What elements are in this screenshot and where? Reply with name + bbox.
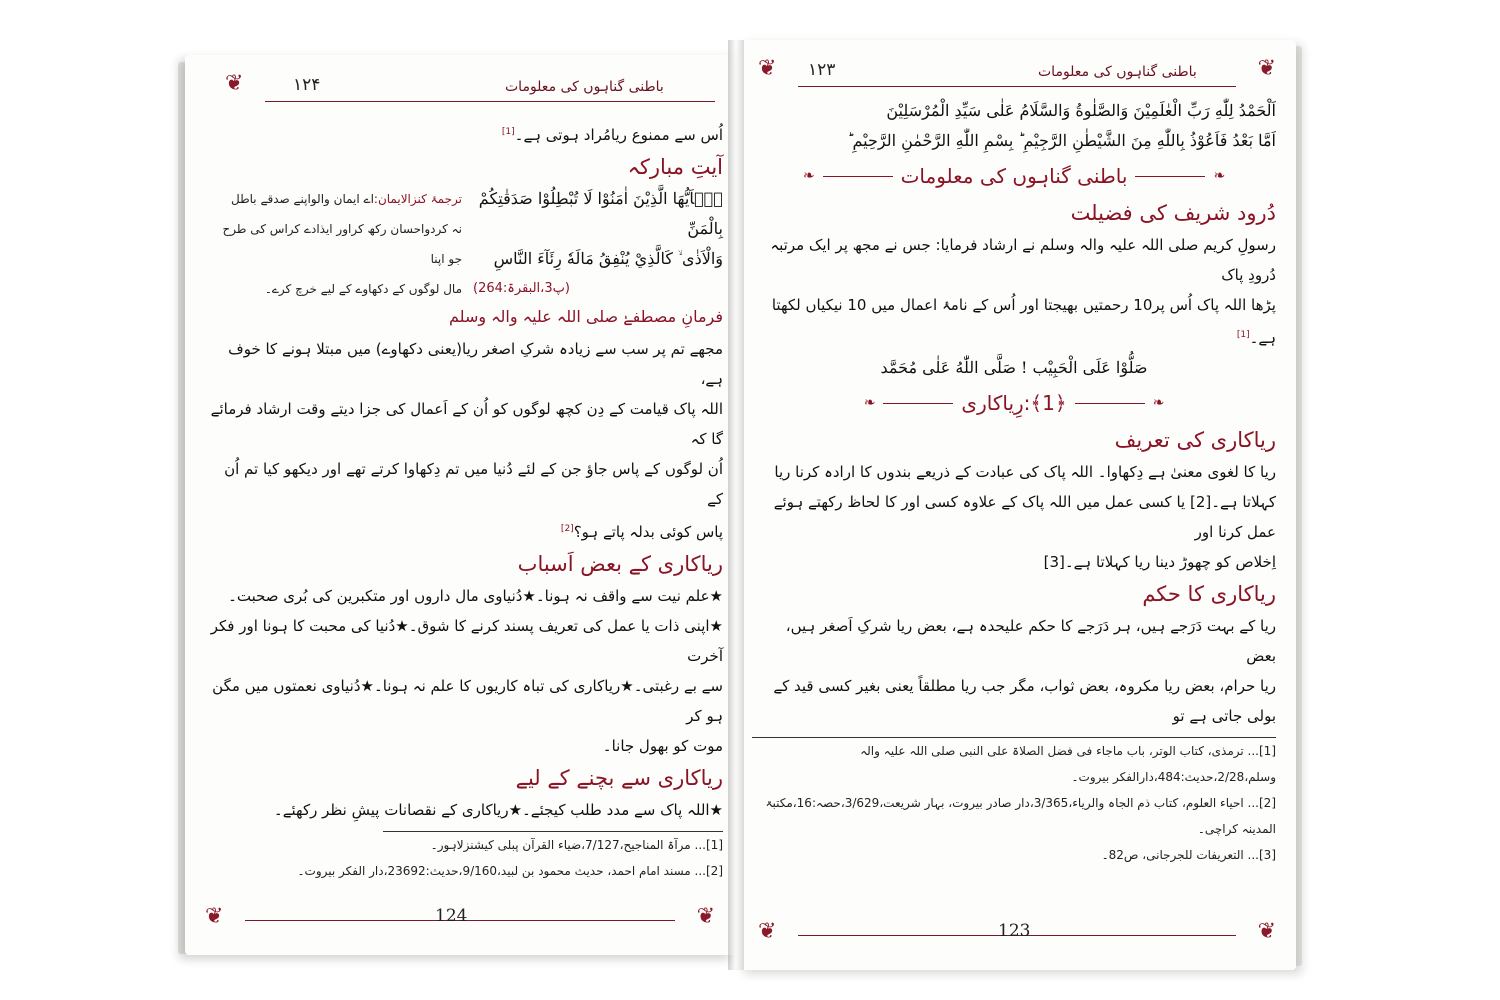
text-line: ریا کے بہت دَرَجے ہیں، ہر دَرَجے کا حکم علیحدہ ہے، بعض ریا شرکِ اَصغر ہیں، بعض	[785, 617, 1276, 665]
section-heading: آیتِ مبارکہ	[627, 155, 723, 179]
leaf-ornament-icon: ❧	[1213, 168, 1226, 184]
floral-ornament-icon: ❦	[225, 71, 244, 96]
banner-rule	[1075, 403, 1145, 404]
opening-line: اَلْحَمْدُ لِلّٰهِ رَبِّ الْعٰلَمِيْنَ وَالصَّلٰوةُ وَالسَّلَامُ عَلٰى سَيِّدِ الْمُرْسَلِيْنَ	[886, 101, 1276, 120]
ayah-translation: مال لوگوں کے دکھاوے کے لیے خرچ کرے۔	[264, 282, 462, 296]
section-heading: ریاکاری کے بعض اَسباب	[517, 552, 723, 576]
footnote: [1]... ترمذی، کتاب الوتر، باب ماجاء فی فضل الصلاۃ علی النبی صلی اللہ علیہ والہ وسلم،2/28،حدیث:484،دارالفکر بیروت۔	[860, 744, 1276, 784]
text-line: اِخلاص کو چھوڑ دینا ریا کہلاتا ہے۔[3]	[1043, 553, 1276, 571]
leaf-ornament-icon: ❧	[802, 168, 815, 184]
right-page-footer	[758, 915, 1276, 955]
text-line: پڑھا اللہ پاک اُس پر10 رحمتیں بھیجتا اور اُس کے نامۂ اعمال میں 10 نیکیاں لکھتا ہے۔[1]	[771, 296, 1276, 347]
footnote: [1]... مرآۃ المناجیح،7/127،ضیاء القرآن پبلی کیشنزلاہور۔	[430, 838, 723, 852]
text-line: ریا کا لغوی معنیٰ ہے دِکھاوا۔ اللہ پاک کی عبادت کے ذریعے بندوں کا ارادہ کرنا ریا	[774, 463, 1276, 481]
list-line: سے بے رغبتی۔★ریاکاری کی تباہ کاریوں کا علم نہ ہونا۔★دُنیاوی نعمتوں میں مگن ہو کر	[212, 677, 723, 725]
title-banner	[752, 164, 1276, 188]
leaf-ornament-icon: ❧	[1152, 395, 1165, 411]
left-page-header	[205, 73, 715, 113]
left-page	[185, 55, 735, 955]
hadith-heading: فرمانِ مصطفےٰ صلی اللہ علیہ والہ وسلم	[449, 307, 723, 326]
section-number-title: ﴿1﴾:رِیاکاری	[961, 391, 1067, 415]
list-line: موت کو بھول جانا۔	[602, 737, 723, 755]
floral-ornament-icon: ❦	[758, 919, 777, 944]
book-spine	[728, 40, 744, 970]
floral-ornament-icon: ❦	[758, 56, 777, 81]
header-rule	[798, 86, 1236, 87]
text-line: رسولِ کریم صلی اللہ علیہ والہ وسلم نے ارشاد فرمایا: جس نے مجھ پر ایک مرتبہ دُرودِ پاک	[770, 236, 1276, 284]
hadith-line: پاس کوئی بدلہ پاتے ہو؟[2]	[560, 523, 723, 541]
ayah-arabic: وَالْاَذٰى ۙ كَالَّذِيْ يُنْفِقُ مَالَهٗ رِئَآءَ النَّاسِ	[493, 249, 723, 268]
header-page-number: ۱۲۴	[293, 75, 321, 95]
leaf-ornament-icon: ❧	[863, 395, 876, 411]
list-line: ★اللہ پاک سے مدد طلب کیجئے۔★ریاکاری کے نقصانات پیشِ نظر رکھئے۔	[273, 801, 723, 819]
page-number: 124	[435, 906, 468, 926]
floral-ornament-icon: ❦	[205, 904, 224, 929]
floral-ornament-icon: ❦	[1257, 919, 1276, 944]
footnote: [2]... مسند امام احمد، حدیث محمود بن لبید،9/160،حدیث:23692،دار الفکر بیروت۔	[297, 864, 723, 878]
left-page-footer	[205, 900, 715, 940]
header-page-number: ۱۲۳	[808, 60, 836, 80]
opening-line: اَمَّا بَعْدُ فَاَعُوْذُ بِاللّٰهِ مِنَ الشَّيْطٰنِ الرَّجِيْمِ ؕ بِسْمِ اللّٰهِ الرَّحْمٰنِ الرَّحِيْمِ ؕ	[847, 131, 1276, 150]
ayah-translation: ترجمۂ کنزالایمان:اے ایمان والواپنے صدقے باطل	[231, 192, 462, 206]
section-heading: ریاکاری سے بچنے کے لیے	[515, 766, 723, 790]
hadith-line: مجھے تم پر سب سے زیادہ شرکِ اصغر ریا(یعنی دکھاوے) میں مبتلا ہونے کا خوف ہے،	[228, 340, 723, 388]
salawat-line: صَلُّوْا عَلَى الْحَبِيْب ! صَلَّى اللّٰهُ عَلٰى مُحَمَّد	[880, 358, 1148, 377]
text-line: کہلاتا ہے۔[2] یا کسی عمل میں اللہ پاک کے علاوہ کسی اور کا لحاظ رکھتے ہوئے عمل کرنا اور	[773, 493, 1276, 541]
running-title: باطنی گناہوں کی معلومات	[505, 79, 664, 95]
ayah-reference: (پ3،البقرۃ:264)	[473, 281, 570, 296]
list-line: ★اپنی ذات یا عمل کی تعریف پسند کرنے کا شوق۔★دُنیا کی محبت کا ہونا اور فکر آخرت	[210, 617, 723, 665]
text-line: ریا حرام، بعض ریا مکروہ، بعض ثواب، مگر جب ریا مطلقاً یعنی بغیر کسی قید کے بولی جاتی ہے تو	[773, 677, 1276, 725]
ayah-arabic: يٰۤاَيُّهَا الَّذِيْنَ اٰمَنُوْا لَا تُبْطِلُوْا صَدَقٰتِكُمْ بِالْمَنِّ	[478, 189, 723, 238]
header-rule	[265, 101, 715, 102]
ayah-block	[207, 184, 723, 300]
section-banner	[752, 391, 1276, 415]
floral-ornament-icon: ❦	[696, 904, 715, 929]
footnote: [3]... التعریفات للجرجانی، ص82۔	[1101, 848, 1276, 862]
section-heading: ریاکاری کی تعریف	[1114, 428, 1276, 452]
hadith-line: اللہ پاک قیامت کے دِن کچھ لوگوں کو اُن کے اَعمال کی جزا دیتے وقت ارشاد فرمائے گا کہ	[210, 400, 723, 448]
floral-ornament-icon: ❦	[1257, 56, 1276, 81]
main-title: باطنی گناہوں کی معلومات	[900, 164, 1128, 188]
text-line: اُس سے ممنوع ریامُراد ہوتی ہے۔[1]	[501, 126, 723, 144]
running-title: باطنی گناہوں کی معلومات	[1038, 64, 1197, 80]
banner-rule	[823, 176, 893, 177]
ayah-translation: نہ کردواحسان رکھ کراور ایذادے کراس کی طرح جو اپنا	[222, 222, 462, 266]
right-page	[738, 40, 1296, 970]
list-line: ★علم نیت سے واقف نہ ہونا۔★دُنیاوی مال داروں اور متکبرین کی بُری صحبت۔	[228, 587, 723, 605]
hadith-line: اُن لوگوں کے پاس جاؤ جن کے لئے دُنیا میں تم دِکھاوا کرتے تھے اور دیکھو کیا تم اُن کے	[224, 460, 723, 508]
page-number: 123	[998, 921, 1031, 941]
footnote: [2]... احیاء العلوم، کتاب ذم الجاہ والریاء،3/365،دار صادر بیروت، بہار شریعت،3/629،حصہ:16،مکتبۃ المدینہ کراچی۔	[765, 796, 1276, 836]
right-page-header	[758, 58, 1276, 98]
banner-rule	[883, 403, 953, 404]
banner-rule	[1135, 176, 1205, 177]
section-heading: دُرود شریف کی فضیلت	[1070, 201, 1276, 225]
section-heading: ریاکاری کا حکم	[1142, 582, 1276, 606]
